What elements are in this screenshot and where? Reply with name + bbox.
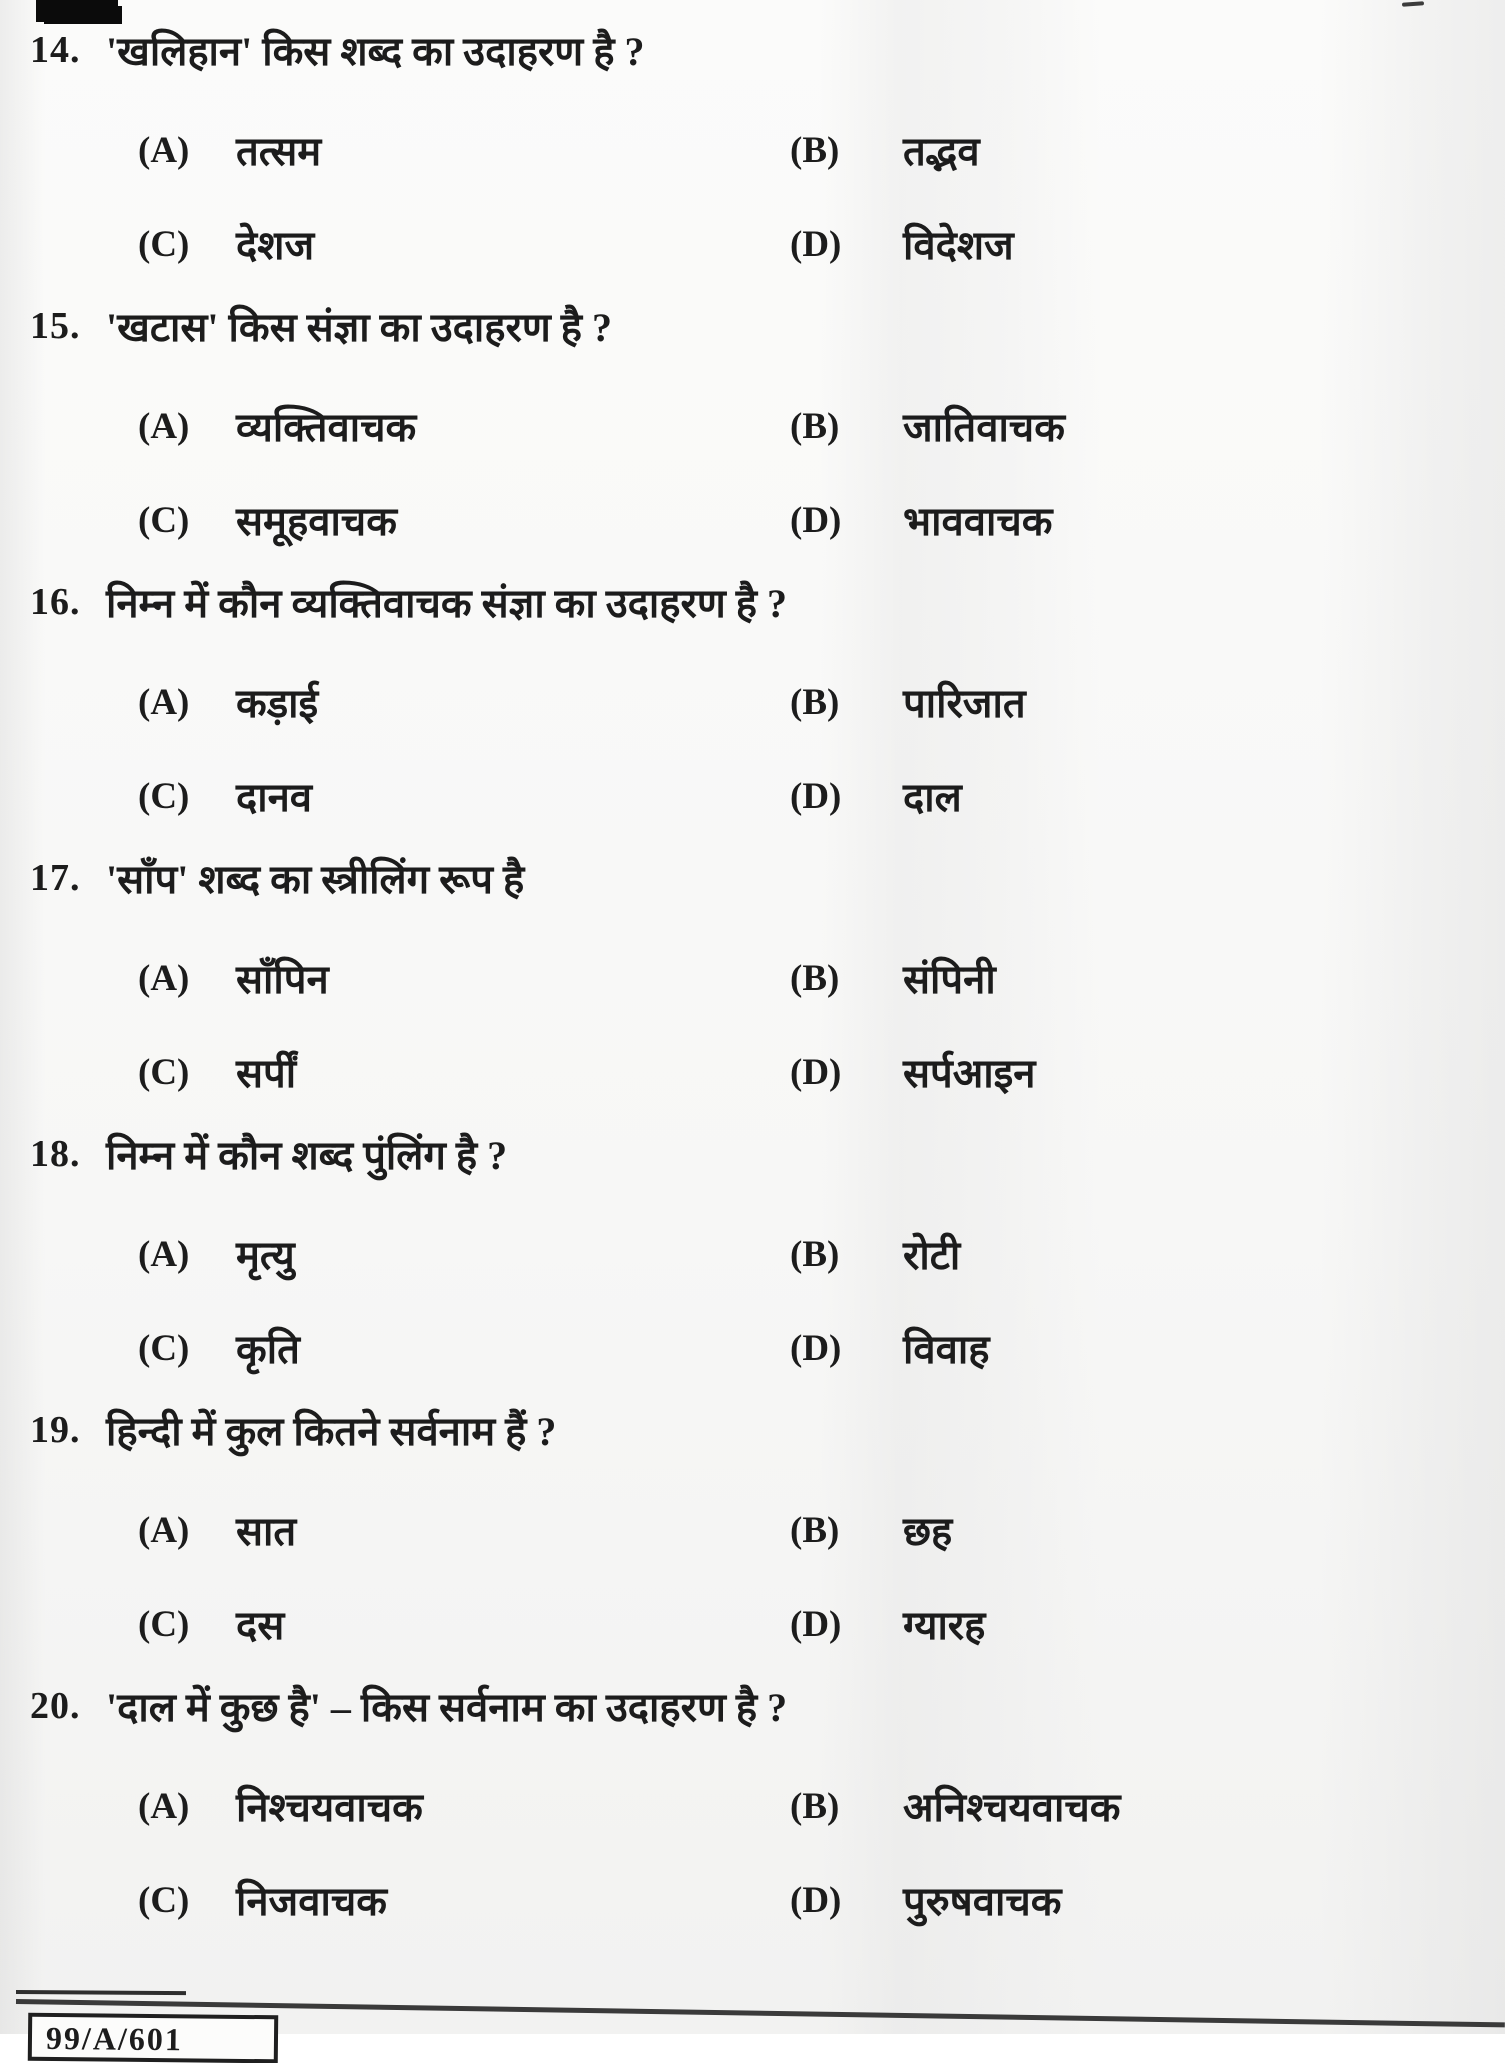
option-label-d: (D) (790, 1052, 842, 1093)
question-row (0, 26, 1505, 88)
options-row-cd (0, 772, 1505, 828)
question-number: 15. (30, 305, 81, 347)
question-18 (0, 1130, 1505, 1380)
option-text-a: निश्चयवाचक (236, 1785, 423, 1830)
question-14 (0, 26, 1505, 276)
option-text-a: मृत्यु (236, 1233, 295, 1278)
option-text-a: सात (236, 1509, 297, 1554)
question-text: निम्न में कौन शब्द पुंलिंग है ? (106, 1133, 508, 1178)
question-19 (0, 1406, 1505, 1656)
option-text-d: विदेशज (903, 223, 1014, 268)
options-row-ab (0, 402, 1505, 458)
option-text-a: व्यक्तिवाचक (236, 405, 417, 450)
option-label-c: (C) (138, 1604, 190, 1645)
option-label-d: (D) (790, 224, 842, 265)
option-text-c: निजवाचक (236, 1879, 387, 1924)
option-label-b: (B) (790, 682, 840, 723)
question-row (0, 302, 1505, 364)
paper-code-box (28, 2013, 278, 2063)
options-row-ab (0, 126, 1505, 182)
option-text-b: तद्भव (903, 129, 980, 174)
option-label-d: (D) (790, 1604, 842, 1645)
option-label-a: (A) (138, 958, 190, 999)
option-label-a: (A) (138, 1786, 190, 1827)
options-row-ab (0, 954, 1505, 1010)
option-text-c: सर्पीं (236, 1051, 297, 1096)
options-row-cd (0, 1600, 1505, 1656)
question-text: निम्न में कौन व्यक्तिवाचक संज्ञा का उदाहरण है ? (106, 581, 788, 626)
option-label-b: (B) (790, 130, 840, 171)
paper-code: 99/A/601 (45, 2019, 184, 2058)
option-label-c: (C) (138, 776, 190, 817)
question-row (0, 1406, 1505, 1468)
option-text-d: विवाह (903, 1327, 990, 1372)
question-number: 19. (30, 1409, 81, 1451)
question-number: 16. (30, 581, 81, 623)
option-text-d: दाल (903, 775, 962, 820)
question-text: हिन्दी में कुल कितने सर्वनाम हैं ? (106, 1409, 557, 1454)
option-label-a: (A) (138, 1234, 190, 1275)
option-text-d: पुरुषवाचक (903, 1879, 1062, 1924)
option-text-c: समूहवाचक (236, 499, 397, 544)
options-row-cd (0, 220, 1505, 276)
option-label-c: (C) (138, 1052, 190, 1093)
option-label-b: (B) (790, 406, 840, 447)
option-text-c: देशज (236, 223, 315, 268)
question-15 (0, 302, 1505, 552)
option-label-c: (C) (138, 224, 190, 265)
options-row-cd (0, 1876, 1505, 1932)
option-text-b: रोटी (903, 1233, 961, 1278)
question-number: 20. (30, 1685, 81, 1727)
question-row (0, 854, 1505, 916)
option-text-b: अनिश्चयवाचक (903, 1785, 1121, 1830)
option-text-d: भाववाचक (903, 499, 1053, 544)
option-label-a: (A) (138, 1510, 190, 1551)
option-label-b: (B) (790, 1786, 840, 1827)
option-label-a: (A) (138, 406, 190, 447)
question-row (0, 1682, 1505, 1744)
option-label-b: (B) (790, 958, 840, 999)
question-text: 'खटास' किस संज्ञा का उदाहरण है ? (106, 305, 613, 350)
option-label-c: (C) (138, 500, 190, 541)
question-text: 'खलिहान' किस शब्द का उदाहरण है ? (106, 29, 645, 74)
option-label-a: (A) (138, 682, 190, 723)
footer-rule-short (16, 1990, 186, 1995)
question-text: 'दाल में कुछ है' – किस सर्वनाम का उदाहरण है ? (106, 1685, 788, 1730)
question-number: 14. (30, 29, 81, 71)
question-16 (0, 578, 1505, 828)
question-20 (0, 1682, 1505, 1932)
option-label-d: (D) (790, 1328, 842, 1369)
option-label-b: (B) (790, 1510, 840, 1551)
option-text-a: साँपिन (236, 957, 329, 1002)
question-row (0, 578, 1505, 640)
question-row (0, 1130, 1505, 1192)
options-row-cd (0, 1048, 1505, 1104)
option-label-c: (C) (138, 1328, 190, 1369)
option-text-b: संपिनी (903, 957, 996, 1002)
question-number: 17. (30, 857, 81, 899)
option-label-c: (C) (138, 1880, 190, 1921)
options-row-ab (0, 1230, 1505, 1286)
scan-artifact-dash (1402, 1, 1424, 7)
redaction-bar (36, 0, 118, 22)
option-text-d: ग्यारह (903, 1603, 986, 1648)
option-label-d: (D) (790, 776, 842, 817)
option-text-b: पारिजात (903, 681, 1026, 726)
options-row-ab (0, 1782, 1505, 1838)
options-row-cd (0, 496, 1505, 552)
options-row-ab (0, 1506, 1505, 1562)
option-label-d: (D) (790, 1880, 842, 1921)
question-17 (0, 854, 1505, 1104)
option-text-c: दस (236, 1603, 285, 1648)
option-text-b: छह (903, 1509, 953, 1554)
option-label-d: (D) (790, 500, 842, 541)
option-text-b: जातिवाचक (903, 405, 1065, 450)
option-text-a: तत्सम (236, 129, 322, 174)
options-row-ab (0, 678, 1505, 734)
option-text-c: कृति (236, 1327, 300, 1372)
option-text-d: सर्पआइन (903, 1051, 1036, 1096)
option-label-b: (B) (790, 1234, 840, 1275)
question-number: 18. (30, 1133, 81, 1175)
option-text-c: दानव (236, 775, 313, 820)
option-text-a: कड़ाई (236, 681, 319, 726)
option-label-a: (A) (138, 130, 190, 171)
question-text: 'साँप' शब्द का स्त्रीलिंग रूप है (106, 857, 525, 902)
question-list (0, 26, 1505, 1958)
options-row-cd (0, 1324, 1505, 1380)
